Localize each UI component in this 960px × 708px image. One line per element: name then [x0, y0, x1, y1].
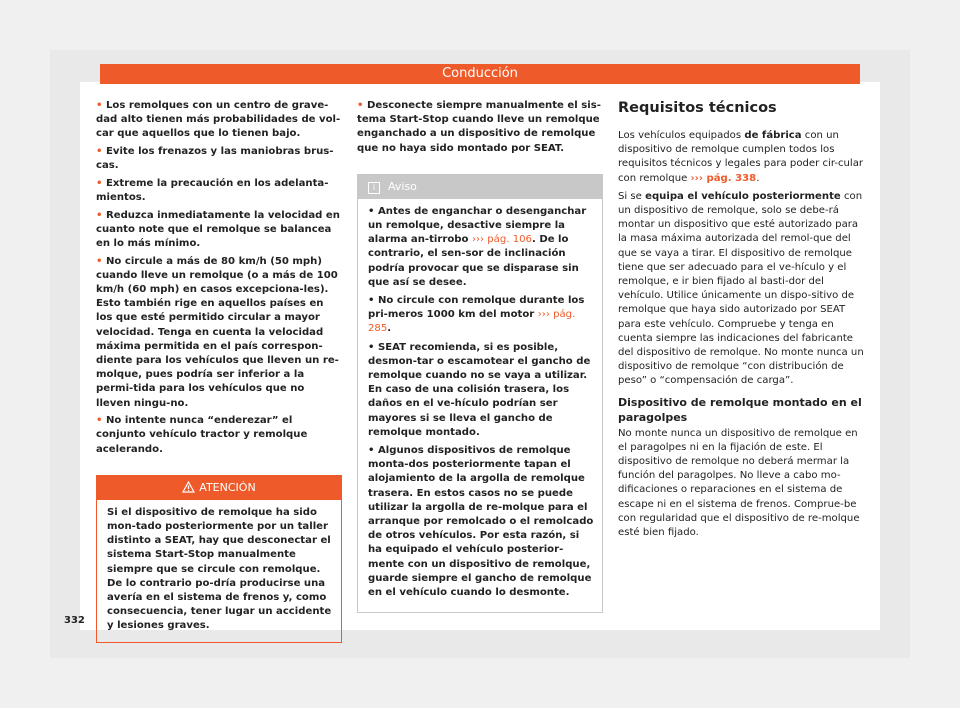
list-item: • Algunos dispositivos de remolque monta-dos posteriormente tapan el alojamiento de la argolla de remolque trasera. En estos casos no se puede utilizar la argolla de re-molque para el arranque por remolcado o el remolcado de otros vehículos. Por esta razón, si ha equipado el vehículo posterior-mente con un dispositivo de remolque, guarde siempre el gancho de remolque en el vehículo cuando lo desmonte.: [368, 445, 594, 599]
page-number: 332: [64, 615, 85, 626]
aviso-body: [358, 199, 602, 612]
warning-box: [96, 475, 342, 643]
warning-text: Si el dispositivo de remolque ha sido mon-tado posteriormente por un taller distinto a SEAT, hay que desconectar el sistema Start-Stop manualmente siempre que se circule con remolque. De lo contrario po-dría producirse una avería en el sistema de frenos y, como consecuencia, tener lugar un accidente y lesiones graves.: [107, 506, 332, 632]
warning-icon: [182, 481, 195, 493]
warning-header: ATENCIÓN: [97, 476, 341, 500]
page-link[interactable]: ››› pág. 338: [690, 172, 757, 184]
list-item: • Evite los frenazos y las maniobras brus-cas.: [96, 146, 334, 172]
paragraph: Los vehículos equipados de fábrica con un dispositivo de remolque cumplen todos los requisitos técnicos y legales para poder cir-cular con remolque ››› pág. 338.: [618, 130, 864, 184]
section-header: Conducción: [100, 64, 860, 84]
bullet-icon: •: [96, 146, 106, 157]
section-title: Requisitos técnicos: [618, 100, 777, 116]
bullet-icon: •: [96, 415, 106, 427]
list-item: • No circule a más de 80 km/h (50 mph) cuando lleve un remolque (o a más de 100 km/h (60 mph) en casos excepciona-les). Esto también rige en aquellos países en los que esté permitido circular a mayor velocidad. Tenga en cuenta la velocidad máxima permitida en el país correspon-diente para los vehículos que lleven un re-molque, pues podría ser inferior a la permi-tida para los vehículos que no lleven ningu-no.: [96, 255, 339, 409]
list-item: • Desconecte siempre manualmente el sis-tema Start-Stop cuando lleve un remolque enganchado a un dispositivo de remolque que no haya sido montado por SEAT.: [357, 100, 601, 154]
aviso-header: i Aviso: [358, 175, 602, 199]
column-left: [96, 99, 342, 643]
column-middle: [357, 99, 603, 613]
aviso-box: [357, 174, 603, 613]
list-item: • Los remolques con un centro de grave-dad alto tienen más probabilidades de vol-car que aquellos que lo tienen bajo.: [96, 100, 341, 140]
list-item: • Antes de enganchar o desenganchar un remolque, desactive siempre la alarma an-tirrobo ››› pág. 106. De lo contrario, el sen-sor de inclinación podría provocar que se disparase sin que así se desee.: [368, 205, 587, 288]
paragraph: No monte nunca un dispositivo de remolque en el paragolpes ni en la fijación de este. El dispositivo de remolque no deberá mermar la función del paragolpes. No lleve a cabo mo-dificaciones o reparaciones en el sistema de escape ni en el sistema de frenos. Comprue-be con regularidad que el dispositivo de re-molque esté bien fijado.: [618, 427, 860, 539]
subsection-title: Dispositivo de remolque montado en el paragolpes: [618, 395, 862, 424]
list-item: • Extreme la precaución en los adelanta-mientos.: [96, 177, 329, 203]
bullet-icon: •: [357, 100, 367, 111]
page-link[interactable]: ››› pág. 285: [368, 309, 576, 335]
bullet-icon: •: [96, 209, 106, 221]
paragraph: Si se equipa el vehículo posteriormente con un dispositivo de remolque, solo se debe-rá montar un dispositivo que esté autorizado para la masa máxima autorizada del remol-que del que se vaya a tirar. El dispositivo de remolque tiene que ser adecuado para el ve-hículo y el remolque, e ir bien fijado al basti-dor del vehículo. Utilice únicamente un dispo-sitivo de remolque que haya sido autorizado por SEAT para este vehículo. Compruebe y tenga en cuenta siempre las indicaciones del fabricante del dispositivo de remolque. No monte nunca un dispositivo de remolque “con distribución de peso” o “compensación de carga”.: [618, 190, 864, 387]
info-icon: i: [368, 182, 380, 194]
page-link[interactable]: ››› pág. 106: [471, 234, 532, 246]
list-item: • Reduzca inmediatamente la velocidad en cuanto note que el remolque se balancea en lo más mínimo.: [96, 209, 340, 249]
list-item: • No intente nunca “enderezar” el conjunto vehículo tractor y remolque acelerando.: [96, 415, 308, 455]
list-item: • No circule con remolque durante los pri-meros 1000 km del motor ››› pág. 285.: [368, 295, 585, 335]
bullet-icon: •: [96, 177, 106, 189]
bullet-icon: •: [96, 255, 106, 267]
list-item: • SEAT recomienda, si es posible, desmon-tar o escamotear el gancho de remolque cuando no se vaya a utilizar. En caso de una colisión trasera, los daños en el ve-hículo podrían ser mayores si se lleva el gancho de remolque montado.: [368, 341, 591, 438]
column-right: [618, 99, 864, 544]
bullet-icon: •: [96, 100, 106, 111]
